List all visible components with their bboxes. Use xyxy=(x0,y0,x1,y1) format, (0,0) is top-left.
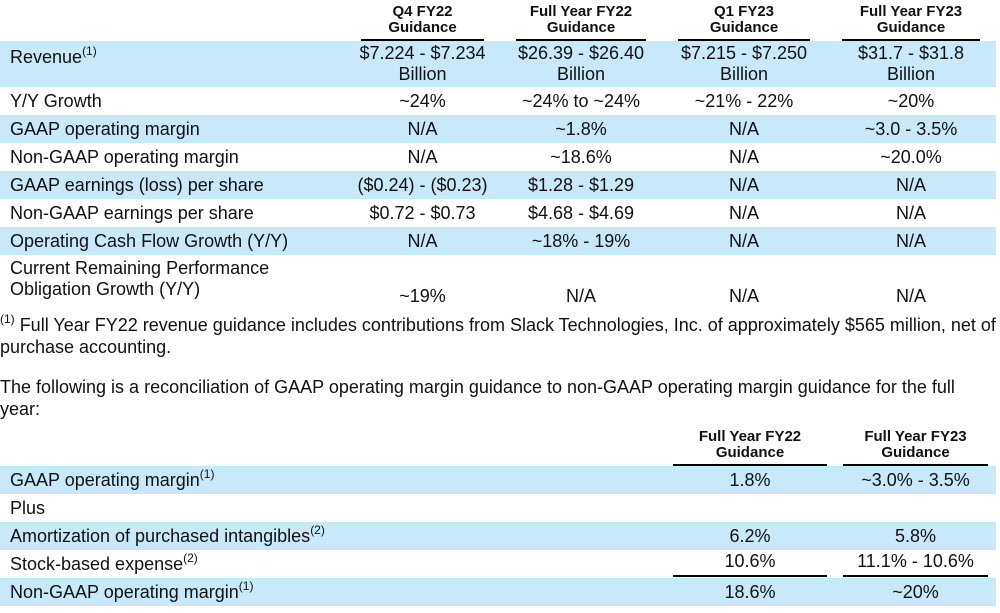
table-cell: 18.6% xyxy=(724,581,776,602)
row-label: Revenue$^{(1)}$ xyxy=(10,44,97,67)
table-cell: N/A xyxy=(407,230,438,251)
column-header-line1: Full Year FY22 xyxy=(529,3,633,20)
reconciliation-table xyxy=(0,426,996,606)
table-cell xyxy=(835,494,996,522)
table-cell: ~3.0% - 3.5% xyxy=(861,469,970,490)
column-header-q1-fy23 xyxy=(662,4,826,41)
column-header-line2: Guidance xyxy=(546,19,616,36)
table-cell: ~1.8% xyxy=(555,118,607,139)
table-cell: N/A xyxy=(895,230,926,251)
table-row-amortization-purchased-intangibles xyxy=(0,522,996,550)
table-cell: N/A xyxy=(728,118,759,139)
footnote-marker: (1) xyxy=(82,44,97,58)
table-cell: N/A xyxy=(565,286,596,306)
table-cell: N/A xyxy=(407,118,438,139)
table-cell xyxy=(665,494,835,522)
column-header-line2: Guidance xyxy=(876,19,946,36)
column-header-line1: Full Year FY22 xyxy=(698,428,802,445)
table-cell: N/A xyxy=(728,230,759,251)
row-label: GAAP operating margin$^{(1)}$ xyxy=(10,466,215,490)
row-label: Operating Cash Flow Growth (Y/Y) xyxy=(10,230,289,251)
table-cell: ~21% - 22% xyxy=(694,90,794,111)
guidance-table xyxy=(0,4,996,311)
table-cell: ~24% to ~24% xyxy=(521,90,641,111)
table-row-crpo-growth xyxy=(0,255,996,311)
table-cell: N/A xyxy=(407,146,438,167)
table-row-plus xyxy=(0,494,996,522)
table-row-revenue xyxy=(0,41,996,87)
column-header-line2: Guidance xyxy=(388,19,457,36)
column-header-full-year-fy22 xyxy=(500,4,662,41)
row-label: Non-GAAP operating margin xyxy=(10,146,239,167)
table-row-non-gaap-operating-margin xyxy=(0,578,996,606)
table-cell: ($0.24) - ($0.23) xyxy=(357,174,488,195)
table-cell: N/A xyxy=(728,174,759,195)
reconciliation-table-header-row xyxy=(0,426,996,466)
footnote-marker: (2) xyxy=(310,522,325,537)
footnote-text: Full Year FY22 revenue guidance includes contributions from Slack Technologies, Inc. of approximately $565 million, net of purchase accounting. xyxy=(0,315,996,357)
unit-label: Billion xyxy=(886,64,936,84)
row-label: Y/Y Growth xyxy=(10,90,102,111)
row-label: Current Remaining Performance Obligation Growth (Y/Y) xyxy=(10,258,270,299)
row-label: GAAP operating margin xyxy=(10,118,200,139)
table-cell: 10.6% xyxy=(665,550,835,578)
row-label: Amortization of purchased intangibles$^{(2)}$ xyxy=(10,522,325,546)
table-cell: N/A xyxy=(895,202,926,223)
row-label: Non-GAAP operating margin$^{(1)}$ xyxy=(10,578,254,602)
table-row-operating-cash-flow-growth xyxy=(0,227,996,255)
table-cell: ~20.0% xyxy=(880,146,942,167)
table-row-non-gaap-eps xyxy=(0,199,996,227)
row-label: GAAP earnings (loss) per share xyxy=(10,174,264,195)
column-header-full-year-fy22 xyxy=(665,426,835,466)
column-header-q4-fy22 xyxy=(345,4,500,41)
footnote-marker: (1) xyxy=(0,312,15,326)
table-row-stock-based-expense xyxy=(0,550,996,578)
table-cell: $1.28 - $1.29 xyxy=(527,174,635,195)
column-header-line2: Guidance xyxy=(715,444,785,461)
empty-label-header xyxy=(0,4,345,41)
unit-label: Billion xyxy=(398,64,447,84)
table-cell: N/A xyxy=(728,202,759,223)
table-cell: $31.7 - $31.8 Billion xyxy=(826,41,996,87)
table-cell: N/A xyxy=(728,146,759,167)
table-cell: ~19% xyxy=(399,286,446,306)
row-label: Stock-based expense$^{(2)}$ xyxy=(10,550,198,574)
column-header-line1: Q1 FY23 xyxy=(713,3,775,20)
table-cell: $26.39 - $26.40 Billion xyxy=(500,41,662,87)
table-cell: ~18.6% xyxy=(550,146,612,167)
column-header-full-year-fy23 xyxy=(835,426,996,466)
row-label: Non-GAAP earnings per share xyxy=(10,202,254,223)
footnote-1 xyxy=(0,314,996,358)
footnote-marker: (1) xyxy=(238,578,254,593)
unit-label: Billion xyxy=(556,64,606,84)
table-cell: ~18% - 19% xyxy=(531,230,631,251)
table-cell: N/A xyxy=(728,286,759,306)
unit-label: Billion xyxy=(719,64,769,84)
table-cell: ~3.0 - 3.5% xyxy=(864,118,958,139)
table-cell: N/A xyxy=(895,174,926,195)
table-cell: $7.224 - $7.234 Billion xyxy=(345,41,500,87)
footnote-marker: (1) xyxy=(199,466,215,481)
table-cell: ~24% xyxy=(399,90,446,111)
table-cell: 11.1% - 10.6% xyxy=(835,550,996,578)
empty-label-header xyxy=(0,426,665,466)
table-row-gaap-operating-margin xyxy=(0,115,996,143)
guidance-table-header-row xyxy=(0,4,996,41)
table-cell: 1.8% xyxy=(729,469,771,490)
table-cell: ~20% xyxy=(892,581,939,602)
column-header-line2: Guidance xyxy=(881,444,950,461)
footnote-marker: (2) xyxy=(183,550,198,565)
reconciliation-intro-paragraph: The following is a reconciliation of GAAP operating margin guidance to non-GAAP operating margin guidance for the full year: xyxy=(0,377,955,419)
table-cell: ~20% xyxy=(887,90,935,111)
table-cell: $7.215 - $7.250 Billion xyxy=(662,41,826,87)
table-row-gaap-eps xyxy=(0,171,996,199)
table-row-non-gaap-operating-margin xyxy=(0,143,996,171)
table-cell: 6.2% xyxy=(729,525,771,546)
column-header-line1: Q4 FY22 xyxy=(392,3,453,20)
column-header-line1: Full Year FY23 xyxy=(859,3,963,20)
column-header-full-year-fy23 xyxy=(826,4,996,41)
table-row-yy-growth xyxy=(0,87,996,115)
table-cell: 5.8% xyxy=(894,525,937,546)
table-cell: N/A xyxy=(895,286,926,306)
column-header-line1: Full Year FY23 xyxy=(864,428,967,445)
row-label: Plus xyxy=(10,497,46,518)
table-cell: $0.72 - $0.73 xyxy=(369,202,476,223)
table-cell: $4.68 - $4.69 xyxy=(527,202,635,223)
table-row-gaap-operating-margin xyxy=(0,466,996,494)
column-header-line2: Guidance xyxy=(709,19,779,36)
